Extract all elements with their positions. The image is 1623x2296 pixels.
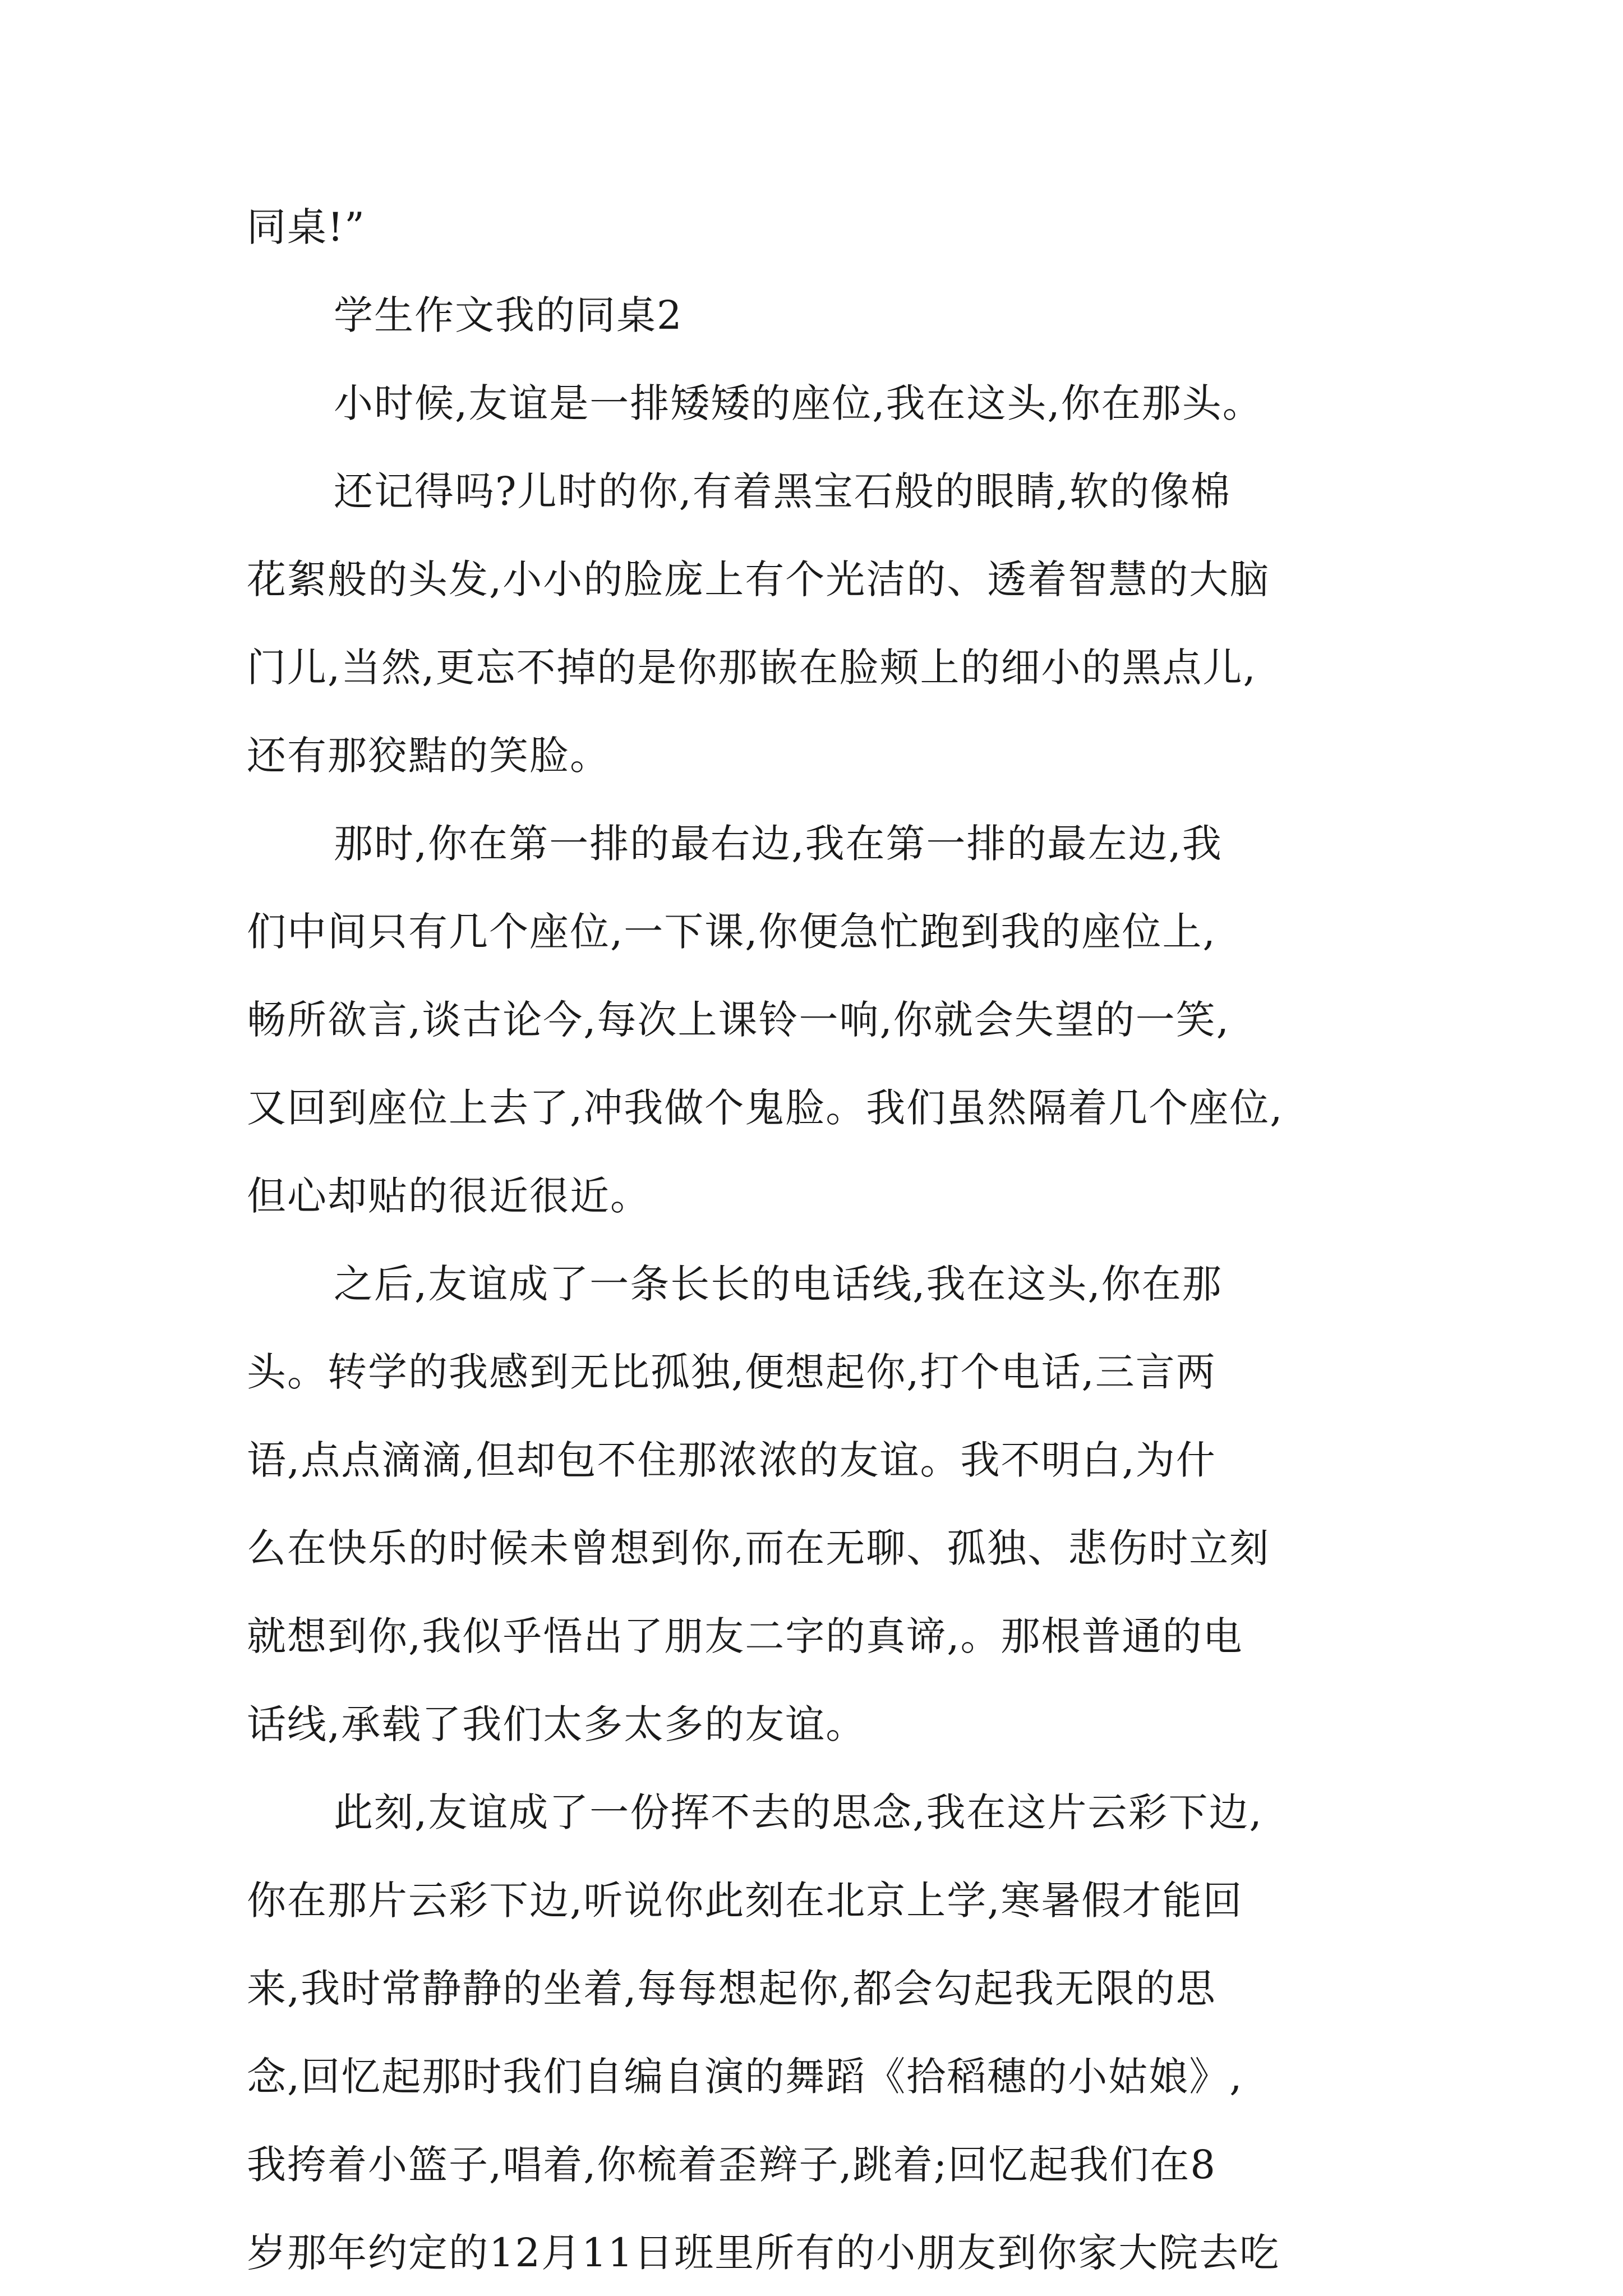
section-title: 学生作文我的同桌2 [334,292,683,338]
text-line: 岁那年约定的12月11日班里所有的小朋友到你家大院去吃 [247,2230,1280,2276]
text-line: 同桌!” [247,204,366,250]
text-line: 我挎着小篮子,唱着,你梳着歪辫子,跳着;回忆起我们在8 [247,2142,1216,2188]
text-line: 此刻,友谊成了一份挥不去的思念,我在这片云彩下边, [334,1789,1263,1835]
text-line: 就想到你,我似乎悟出了朋友二字的真谛,。那根普通的电 [247,1613,1243,1659]
text-line: 么在快乐的时候未曾想到你,而在无聊、孤独、悲伤时立刻 [247,1525,1270,1571]
text-line: 畅所欲言,谈古论今,每次上课铃一响,你就会失望的一笑, [247,997,1230,1043]
text-line: 念,回忆起那时我们自编自演的舞蹈《拾稻穗的小姑娘》, [247,2054,1243,2100]
text-line: 还有那狡黠的笑脸。 [247,733,610,779]
text-line: 小时候,友谊是一排矮矮的座位,我在这头,你在那头。 [334,380,1263,426]
text-line: 又回到座位上去了,冲我做个鬼脸。我们虽然隔着几个座位, [247,1085,1284,1131]
text-line: 话线,承载了我们太多太多的友谊。 [247,1701,866,1747]
text-line: 们中间只有几个座位,一下课,你便急忙跑到我的座位上, [247,909,1216,955]
text-line: 你在那片云彩下边,听说你此刻在北京上学,寒暑假才能回 [247,1878,1243,1924]
text-line: 但心却贴的很近很近。 [247,1173,651,1219]
text-line: 门儿,当然,更忘不掉的是你那嵌在脸颊上的细小的黑点儿, [247,645,1257,691]
text-line: 之后,友谊成了一条长长的电话线,我在这头,你在那 [334,1261,1223,1307]
text-line: 语,点点滴滴,但却包不住那浓浓的友谊。我不明白,为什 [247,1437,1216,1483]
text-line: 来,我时常静静的坐着,每每想起你,都会勾起我无限的思 [247,1966,1216,2012]
text-line: 还记得吗?儿时的你,有着黑宝石般的眼睛,软的像棉 [334,468,1232,514]
text-line: 头。转学的我感到无比孤独,便想起你,打个电话,三言两 [247,1349,1216,1395]
text-line: 花絮般的头发,小小的脸庞上有个光洁的、透着智慧的大脑 [247,556,1270,602]
text-line: 那时,你在第一排的最右边,我在第一排的最左边,我 [334,821,1223,867]
